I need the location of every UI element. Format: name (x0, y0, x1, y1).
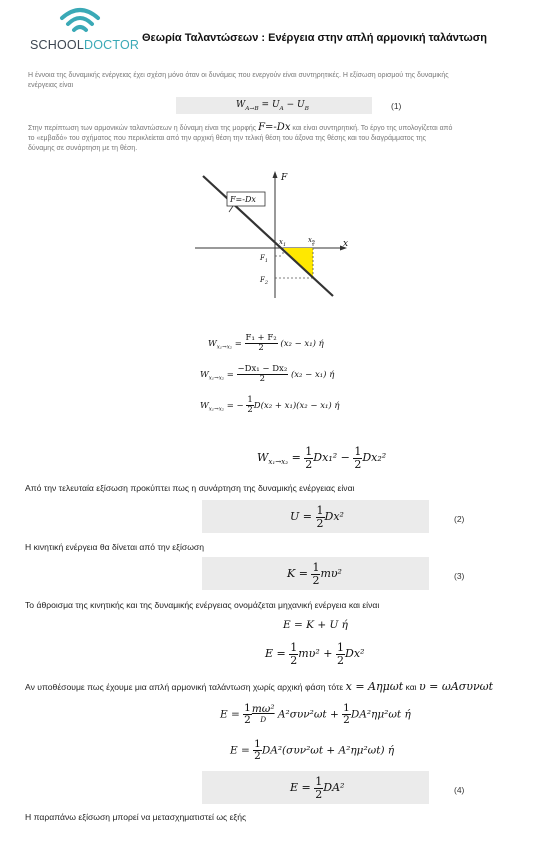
x1-label: $x_1$ (279, 238, 287, 248)
energy-sum: E = K + U ή (283, 619, 348, 631)
text-final: Η παραπάνω εξίσωση μπορεί να μετασχηματιστεί ως εξής (25, 812, 247, 822)
equation-1: $W_{A\to B} = U_A - U_B$ (236, 100, 309, 112)
wifi-icon (58, 6, 102, 36)
force-displacement-graph (195, 168, 355, 308)
logo-text: SCHOOLDOCTOR (30, 38, 140, 52)
page-title: Θεωρία Ταλαντώσεων : Ενέργεια στην απλή αρμονική ταλάντωση (142, 32, 488, 44)
work-final: $W_{x_1\to x_2}$ = $\frac{1}{2}$ Dx₁² − $\frac{1}{2}$ Dx₂² (257, 445, 387, 471)
energy-line-2: E = $\frac{1}{2}$ DA²(συν²ωt + A²ημ²ωt) ή (230, 738, 395, 763)
x2-label: $x_2$ (308, 236, 316, 246)
harmonic-paragraph: Στην περίπτωση των αρμονικών ταλαντώσεων η δύναμη είναι της μορφής F=-Dx και είναι συντηρητική. Το έργο της υπολογίζεται από το «εμβαδό» του σχήματος που περικλείεται από την αρχική θέση την τελική θέση του άξονα της θέσης και του διαγράμματος της δύναμης σε συνάρτηση με τη θέση. (28, 122, 453, 152)
text-potential: Από την τελευταία εξίσωση προκύπτει πως η συνάρτηση της δυναμικής ενέργειας είναι (25, 483, 355, 493)
equation-1-number: (1) (391, 101, 402, 111)
x-axis-label: x (343, 239, 349, 249)
equation-3-number: (3) (454, 571, 465, 581)
logo (30, 6, 140, 54)
f1-label: $F_1$ (260, 254, 269, 264)
f-axis-label: F (281, 173, 288, 183)
text-kinetic: Η κινητική ενέργεια θα δίνεται από την εξίσωση (25, 542, 204, 552)
equation-3: K = $\frac{1}{2}$ mυ² (287, 561, 342, 587)
line-label: F=-Dx (230, 195, 256, 204)
text-mechanical: Το άθροισμα της κινητικής και της δυναμικής ενέργειας ονομάζεται μηχανική ενέργεια και είναι (25, 600, 380, 610)
work-row-1: $W_{x_1\to x_2}$ = $\frac{\text{F₁ + F₂}}{2}$ (x₂ − x₁) ή (208, 333, 324, 353)
intro-paragraph: Η έννοια της δυναμικής ενέργειας έχει σχέση μόνο όταν οι δυνάμεις που ενεργούν είναι συντηρητικές. Η εξίσωση ορισμού της δυναμικής ενέργειας είναι (28, 72, 449, 89)
work-row-2: $W_{x_1\to x_2}$ = $\frac{\text{−Dx₁ − Dx₂}}{2}$ (x₂ − x₁) ή (200, 364, 335, 384)
f2-label: $F_2$ (260, 276, 269, 286)
energy-expanded: E = $\frac{1}{2}$ mυ² + $\frac{1}{2}$ Dx² (265, 641, 365, 667)
energy-line-1: E = $\frac{1}{2}$ mω² D A²συν²ωt + $\frac{1}{2}$ DA²ημ²ωt ή (220, 702, 411, 727)
equation-4: E = $\frac{1}{2}$ DA² (290, 775, 345, 801)
force-line (203, 176, 333, 296)
text-assume: Αν υποθέσουμε πως έχουμε μια απλή αρμονική ταλάντωση χωρίς αρχική φάση τότε x = Aημωt και υ = ωAσυνωt (25, 680, 494, 693)
equation-4-number: (4) (454, 785, 465, 795)
f-axis-arrow (273, 171, 278, 178)
work-row-3: $W_{x_1\to x_2}$ = − $\frac{1}{2}$ D(x₂ + x₁)(x₂ − x₁) ή (200, 395, 340, 415)
equation-2-number: (2) (454, 514, 465, 524)
equation-2: U = $\frac{1}{2}$ Dx² (290, 504, 344, 530)
